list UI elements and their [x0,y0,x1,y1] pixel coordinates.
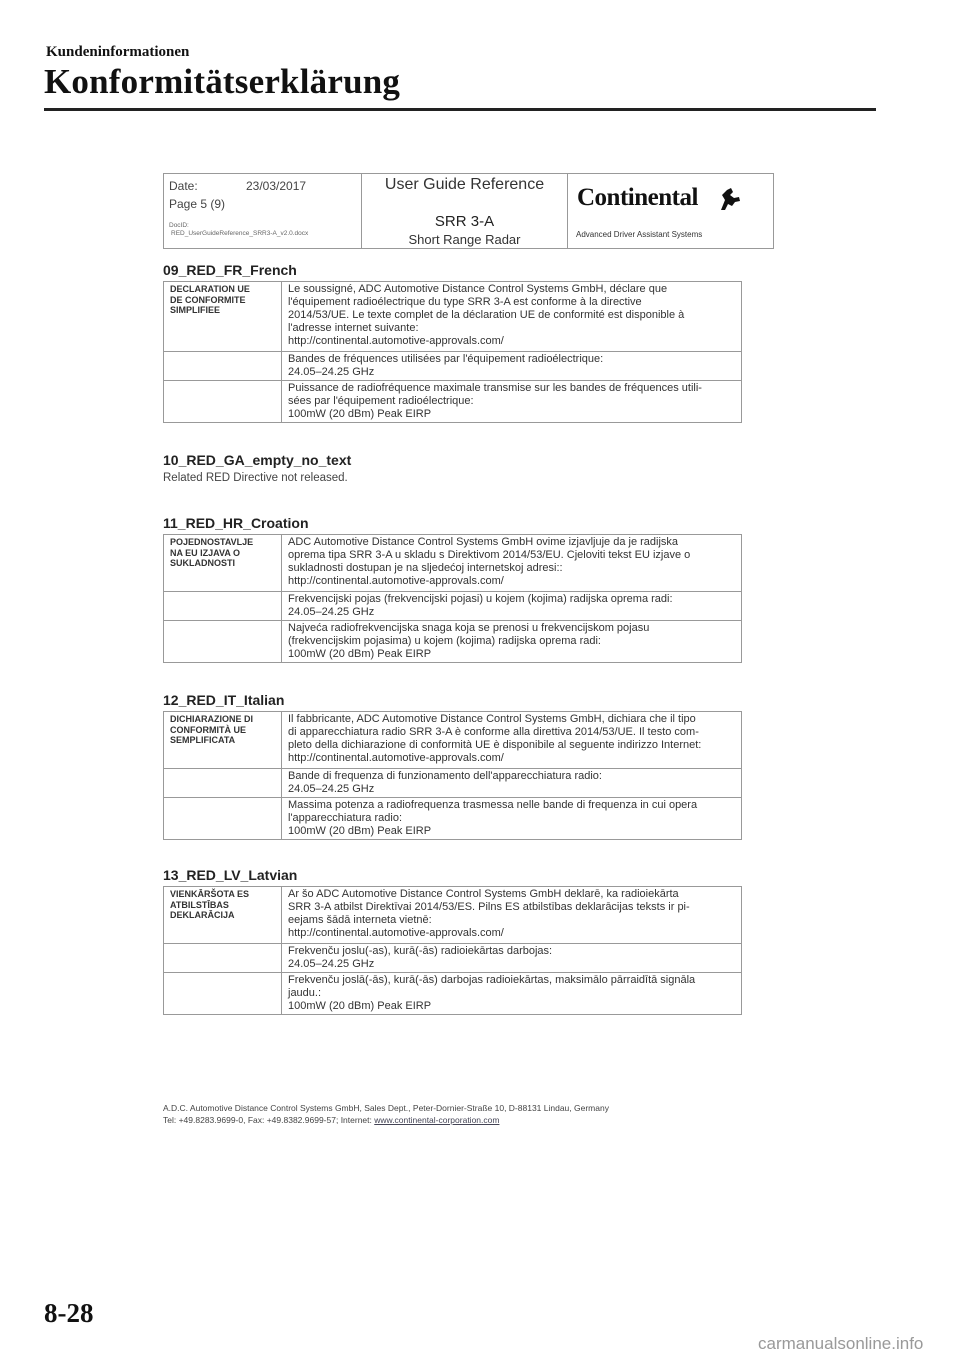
date-label: Date: [169,179,198,193]
page-title: Konformitätserklärung [44,62,401,101]
declaration-table-fr [163,281,742,423]
declaration-text [282,535,742,592]
label-line: DEKLARĀCIJA [170,910,235,920]
empty-label-cell [164,944,282,973]
empty-label-cell [164,798,282,840]
docid-value: RED_UserGuideReference_SRR3-A_v2.0.docx [171,230,309,237]
product-name: SRR 3-A [434,213,495,230]
text-line: Frekvenču joslā(-ās), kurā(-ās) darbojas radioiekārtas, maksimālo pārraidītā signāla [288,974,696,986]
brand-subtitle: Advanced Driver Assistant Systems [576,230,703,239]
text-line: pleto della dichiarazione di conformità UE è disponibile al seguente indirizzo Internet: [288,739,702,751]
declaration-label [164,282,282,352]
text-line: 100mW (20 dBm) Peak EIRP [288,648,432,660]
text-line: 24.05–24.25 GHz [288,958,375,970]
frequency-text [282,769,742,798]
continental-logo: Continental [577,184,698,211]
label-line: DECLARATION UE [170,284,250,294]
section-kicker: Kundeninformationen [46,44,190,60]
url-line: http://continental.automotive-approvals.com/ [288,752,504,764]
company-contact [163,1115,499,1125]
label-line: POJEDNOSTAVLJE [170,537,254,547]
text-line: Frekvenču joslu(-as), kurā(-ās) radioiekārtas darbojas: [288,945,553,957]
text-line: di apparecchiatura radio SRR 3-A è conforme alla direttiva 2014/53/UE. Il testo com- [288,726,699,738]
text-line: ADC Automotive Distance Control Systems GmbH ovime izjavljuje da je radijska [288,536,679,548]
frequency-text [282,592,742,621]
declaration-label [164,535,282,592]
power-text [282,381,742,423]
label-line: NA EU IZJAVA O [170,547,241,558]
label-line: DE CONFORMITE [170,294,246,305]
declaration-table-it [163,711,742,840]
text-line: (frekvencijskim pojasima) u kojem (kojima) radijska oprema radi: [288,635,601,647]
text-line: sées par l'équipement radioélectrique: [288,395,474,407]
section-title-hr: 11_RED_HR_Croation [163,515,309,531]
text-line: Frekvencijski pojas (frekvencijski pojasi) u kojem (kojima) radijska oprema radi: [288,593,673,605]
empty-label-cell [164,973,282,1015]
website-link[interactable]: www.continental-corporation.com [374,1115,500,1125]
empty-label-cell [164,352,282,381]
frequency-text [282,944,742,973]
label-line: CONFORMITÀ UE [170,724,246,735]
brand-block [568,174,775,248]
text-line: Ar šo ADC Automotive Distance Control Systems GmbH deklarē, ka radioiekārta [288,888,679,900]
document-header-box [163,173,774,249]
power-text [282,798,742,840]
text-line: Najveća radiofrekvencijska snaga koja se prenosi u frekvencijskom pojasu [288,622,650,634]
empty-label-cell [164,769,282,798]
section-note-ga: Related RED Directive not released. [163,472,348,484]
text-line: 24.05–24.25 GHz [288,606,375,618]
text-line: sukladnosti dostupan je na sljedećoj internetskoj adresi:: [288,562,563,574]
label-line: ATBILSTĪBAS [170,899,229,910]
text-line: l'adresse internet suivante: [288,322,419,334]
date-value: 23/03/2017 [246,179,307,193]
section-title-ga: 10_RED_GA_empty_no_text [163,452,352,468]
title-divider [44,108,876,111]
text-line: Bandes de fréquences utilisées par l'équipement radioélectrique: [288,353,604,365]
contact-numbers: Tel: +49.8283.9699-0, Fax: +49.8382.9699-57; Internet: [163,1115,375,1125]
text-line: Le soussigné, ADC Automotive Distance Control Systems GmbH, déclare que [288,283,668,295]
text-line: 100mW (20 dBm) Peak EIRP [288,825,432,837]
declaration-text [282,712,742,769]
power-text [282,621,742,663]
label-line: VIENKĀRŠOTA ES [170,889,250,899]
label-line: SIMPLIFIEE [170,305,221,315]
declaration-table-lv [163,886,742,1015]
url-line: http://continental.automotive-approvals.com/ [288,575,504,587]
reference-block [362,174,568,248]
text-line: oprema tipa SRR 3-A u skladu s Direktivom 2014/53/EU. Cjeloviti tekst EU izjave o [288,549,691,561]
declaration-table-hr [163,534,742,663]
section-title-it: 12_RED_IT_Italian [163,692,285,708]
declaration-label [164,712,282,769]
document-meta [164,174,362,248]
text-line: 24.05–24.25 GHz [288,783,375,795]
url-line: http://continental.automotive-approvals.com/ [288,335,504,347]
declaration-label [164,887,282,944]
text-line: eejams šādā interneta vietnē: [288,914,432,926]
label-line: SUKLADNOSTI [170,558,235,568]
text-line: Massima potenza a radiofrequenza trasmessa nelle bande di frequenza in cui opera [288,799,698,811]
empty-label-cell [164,621,282,663]
declaration-text [282,887,742,944]
horse-logo-icon [718,186,742,212]
text-line: Bande di frequenza di funzionamento dell'apparecchiatura radio: [288,770,602,782]
declaration-text [282,282,742,352]
docid-label: DocID: [169,222,189,229]
label-line: SEMPLIFICATA [170,735,236,745]
text-line: 24.05–24.25 GHz [288,366,375,378]
text-line: Puissance de radiofréquence maximale transmise sur les bandes de fréquences utili- [288,382,702,394]
text-line: 2014/53/UE. Le texte complet de la déclaration UE de conformité est disponible à [288,309,685,321]
section-title-lv: 13_RED_LV_Latvian [163,867,298,883]
power-text [282,973,742,1015]
company-address: A.D.C. Automotive Distance Control Systems GmbH, Sales Dept., Peter-Dornier-Straße 10, D-88131 Lindau, Germany [163,1103,609,1113]
watermark: carmanualsonline.info [758,1334,924,1353]
product-description: Short Range Radar [408,232,521,247]
section-title-fr: 09_RED_FR_French [163,262,297,278]
text-line: jaudu.: [288,987,322,999]
text-line: 100mW (20 dBm) Peak EIRP [288,408,432,420]
label-line: DICHIARAZIONE DI [170,714,253,724]
text-line: l'équipement radioélectrique du type SRR 3-A est conforme à la directive [288,296,642,308]
text-line: l'apparecchiatura radio: [288,812,403,824]
text-line: SRR 3-A atbilst Direktīvai 2014/53/ES. Pilns ES atbilstības deklarācijas teksts ir pi- [288,901,690,913]
frequency-text [282,352,742,381]
text-line: 100mW (20 dBm) Peak EIRP [288,1000,432,1012]
empty-label-cell [164,381,282,423]
reference-title: User Guide Reference [384,176,545,193]
page-number: 8-28 [44,1298,94,1328]
empty-label-cell [164,592,282,621]
url-line: http://continental.automotive-approvals.com/ [288,927,504,939]
text-line: Il fabbricante, ADC Automotive Distance Control Systems GmbH, dichiara che il tipo [288,713,696,725]
page-indicator: Page 5 (9) [169,197,226,211]
